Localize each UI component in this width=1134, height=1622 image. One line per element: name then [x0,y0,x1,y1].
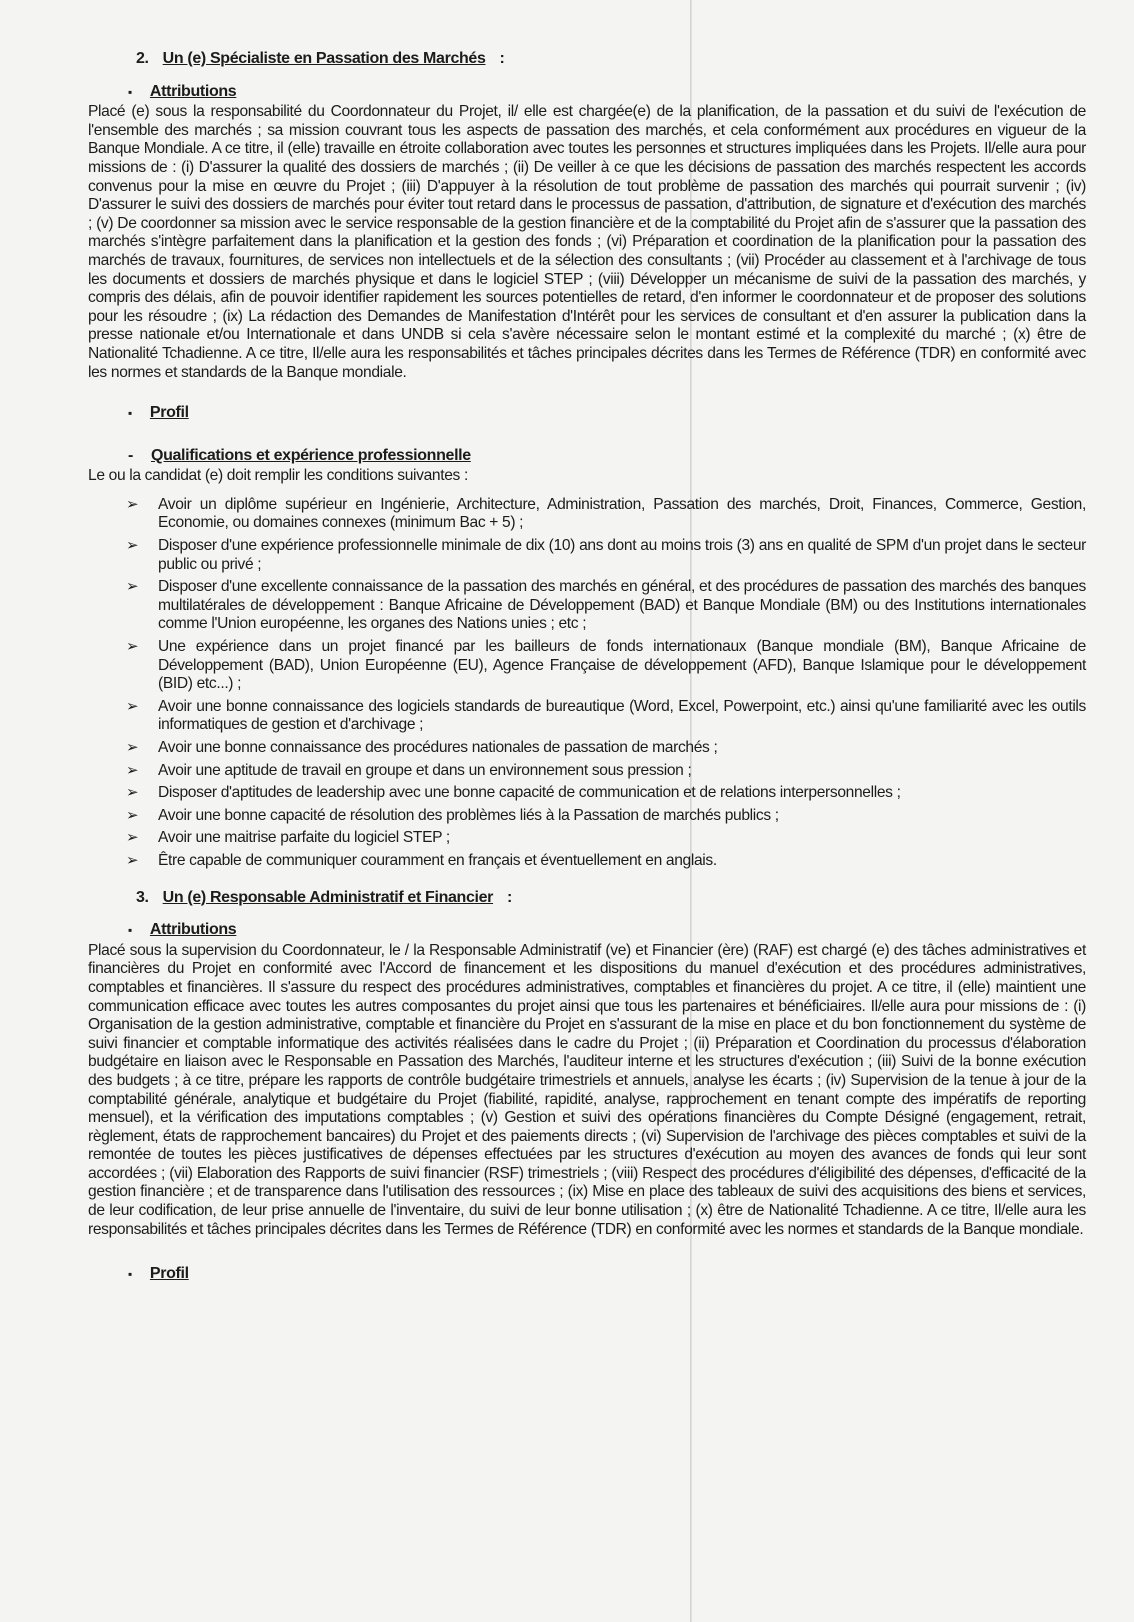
document-page [88,50,1086,1286]
section-3-profil-label: Profil [149,1265,189,1283]
list-item: ➢ Avoir une bonne capacité de résolution des problèmes liés à la Passation de marchés publics ; [126,806,779,824]
list-item: ➢ Avoir une maitrise parfaite du logiciel STEP ; [126,829,450,847]
section-3-title: Un (e) Responsable Administratif et Financier [162,888,494,906]
section-2-attributions-heading [128,83,1086,102]
square-bullet-icon: ▪ [128,923,132,938]
section-3-attributions-text: Placé sous la supervision du Coordonnateur, le / la Responsable Administratif (ve) et Financier (ère) (RAF) est chargé (e) des tâches administratives et financières du Projet en conformité avec l'Accord de financement et les dispositions du manuel d'exécution et des procédures administratives, comptables et financières. Il s'assure du respect des procédures administratives, comptables et financières du projet. A ce titre, il (elle) maintient une communication efficace avec toutes les autres composantes du projet ainsi que tous les partenaires et bénéficiaires. Il/elle aura pour missions de : (i) Organisation de la gestion administrative, comptable et financière du Projet en s'assurant de la mise en place et du bon fonctionnement du système de suivi financier et comptable informatique des activités réalisées dans le cadre du Projet ; (ii) Préparation et Coordination du processus d'élaboration budgétaire en liaison avec le Responsable en Passation des Marchés, l'auditeur interne et les structures d'exécution ; (iii) Suivi de la bonne exécution des budgets ; à ce titre, prépare les rapports de contrôle budgétaire trimestriels et annuels, analyse les écarts ; (iv) Supervision de la tenue à jour de la comptabilité générale, analytique et budgétaire du Projet (fiabilité, rapidité, analyse, rapprochement en tenant compte des impératifs de reporting mensuel), et la vérification des imputations comptables ; (v) Gestion et suivi des opérations financières du Compte Désigné (engagement, retrait, règlement, états de rapprochement bancaires) du Projet et des paiements directs ; (vi) Supervision de l'archivage des pièces comptables et suivi de la remontée de toutes les pièces justificatives de dépenses effectuées par les structures d'exécution au moyen des avances de fonds qui leur sont accordées ; (vii) Elaboration des Rapports de suivi financier (RSF) trimestriels ; (viii) Respect des procédures d'éligibilité des dépenses, d'efficacité de la gestion financière ; et de transparence dans l'utilisation des ressources ; (ix) Mise en place des tableaux de suivi des acquisitions des biens et services, de leur codification, de leur prise annuelle de l'inventaire, du suivi de leur bonne utilisation ; (x) être de Nationalité Tchadienne. A ce titre, Il/elle aura les responsabilités et tâches principales décrites dans les Termes de Référence (TDR) en conformité avec les normes et standards de la Banque mondiale. [88,941,1086,1238]
qualifications-heading [128,447,1086,466]
arrow-bullet-icon: ➢ [126,578,139,596]
square-bullet-icon: ▪ [128,406,132,421]
list-item: ➢ Avoir une bonne connaissance des procédures nationales de passation de marchés ; [126,739,718,756]
arrow-bullet-icon: ➢ [126,784,139,802]
arrow-bullet-icon: ➢ [126,806,139,824]
arrow-bullet-icon: ➢ [126,851,139,869]
square-bullet-icon: ▪ [128,84,132,99]
list-item: ➢ Disposer d'une excellente connaissance de la passation des marchés en général, et des procédures de passation des marchés des banques multilatérales de développement : Banque Africaine de Développement (BAD) et Banque Mondiale (BM) ou des Institutions internationales comme l'Union européenne, les organes des Nations unies ; etc ; [126,578,1086,633]
section-3-attributions-label: Attributions [149,921,237,939]
qualifications-label: Qualifications et expérience professionnelle [150,446,471,464]
section-3-profil-heading [128,1265,1086,1284]
qualifications-intro: Le ou la candidat (e) doit remplir les conditions suivantes : [88,467,468,485]
section-2-profil-heading [128,404,1086,423]
list-item: ➢ Avoir une aptitude de travail en groupe et dans un environnement sous pression ; [126,761,692,779]
section-3-heading [136,889,1086,908]
list-item: ➢ Disposer d'aptitudes de leadership avec une bonne capacité de communication et de relations interpersonnelles ; [126,784,901,802]
arrow-bullet-icon: ➢ [126,495,139,513]
arrow-bullet-icon: ➢ [126,697,139,715]
section-2-profil-label: Profil [149,404,189,422]
section-2-attributions-label: Attributions [149,82,237,100]
section-3-number: 3. [136,888,149,906]
arrow-bullet-icon: ➢ [126,739,139,756]
list-item: ➢ Avoir une bonne connaissance des logiciels standards de bureautique (Word, Excel, Powerpoint, etc.) ainsi qu'une familiarité avec les outils informatiques de gestion et d'archivage ; [126,697,1086,734]
dash-marker: - [128,446,133,464]
arrow-bullet-icon: ➢ [126,537,139,555]
section-2-colon: : [499,50,505,67]
section-2-title: Un (e) Spécialiste en Passation des Marchés [162,50,486,67]
list-item: ➢ Avoir un diplôme supérieur en Ingénierie, Architecture, Administration, Passation des marchés, Droit, Finances, Commerce, Gestion, Economie, ou domaines connexes (minimum Bac + 5) ; [126,495,1086,532]
square-bullet-icon: ▪ [128,1267,132,1282]
arrow-bullet-icon: ➢ [126,829,139,847]
section-3-colon: : [507,888,513,906]
section-2-number: 2. [136,50,149,67]
section-2-heading [136,50,1086,69]
list-item: ➢ Être capable de communiquer couramment en français et éventuellement en anglais. [126,851,717,869]
section-3-attributions-heading [128,921,1086,940]
arrow-bullet-icon: ➢ [126,761,139,779]
list-item: ➢ Disposer d'une expérience professionnelle minimale de dix (10) ans dont au moins trois (3) ans en qualité de SPM d'un projet dans le secteur public ou privé ; [126,537,1086,573]
arrow-bullet-icon: ➢ [126,638,139,656]
section-2-attributions-text: Placé (e) sous la responsabilité du Coordonnateur du Projet, il/ elle est chargée(e) de la planification, de la passation et du suivi de l'exécution de l'ensemble des marchés ; sa mission couvrant tous les aspects de passation des marchés, et cela conformément aux procédures en vigueur de la Banque Mondiale. A ce titre, il (elle) travaille en étroite collaboration avec toutes les personnes et structures impliquées dans les Projets. Il/elle aura pour missions de : (i) D'assurer la qualité des dossiers de marchés ; (ii) De veiller à ce que les décisions de passation des marchés respectent les accords convenus pour la mise en œuvre du Projet ; (iii) D'appuyer à la résolution de tout problème de passation des marchés qui pourrait survenir ; (iv) D'assurer le suivi des dossiers de marchés pour éviter tout retard dans le processus de passation, d'attribution, de signature et d'exécution des marchés ; (v) De coordonner sa mission avec le service responsable de la gestion financière et de la comptabilité du Projet afin de s'assurer que la passation des marchés s'intègre parfaitement dans la planification et la gestion des fonds ; (vi) Préparation et coordination de la planification pour la passation des marchés de travaux, fournitures, de services non intellectuels et de la sélection des consultants ; (vii) Procéder au classement et à l'archivage de tous les documents et dossiers de marchés physique et dans le logiciel STEP ; (viii) Développer un mécanisme de suivi de la passation des marchés, y compris des délais, afin de pouvoir identifier rapidement les sources potentielles de retard, d'en informer le coordonnateur et de proposer des solutions pour les résoudre ; (ix) La rédaction des Demandes de Manifestation d'Intérêt pour les services de consultant et d'en assurer la publication dans la presse nationale et/ou Internationale et dans UNDB si cela s'avère nécessaire selon le montant estimé et la complexité du marché ; (x) être de Nationalité Tchadienne. A ce titre, Il/elle aura les responsabilités et tâches principales décrites dans les Termes de Référence (TDR) en conformité avec les normes et standards de la Banque mondiale. [88,103,1086,381]
list-item: ➢ Une expérience dans un projet financé par les bailleurs de fonds internationaux (Banque mondiale (BM), Banque Africaine de Développement (BAD), Union Européenne (EU), Agence Française de développement (AFD), Banque Islamique pour le développement (BID) etc...) ; [126,638,1086,693]
qualifications-list [88,496,1086,871]
